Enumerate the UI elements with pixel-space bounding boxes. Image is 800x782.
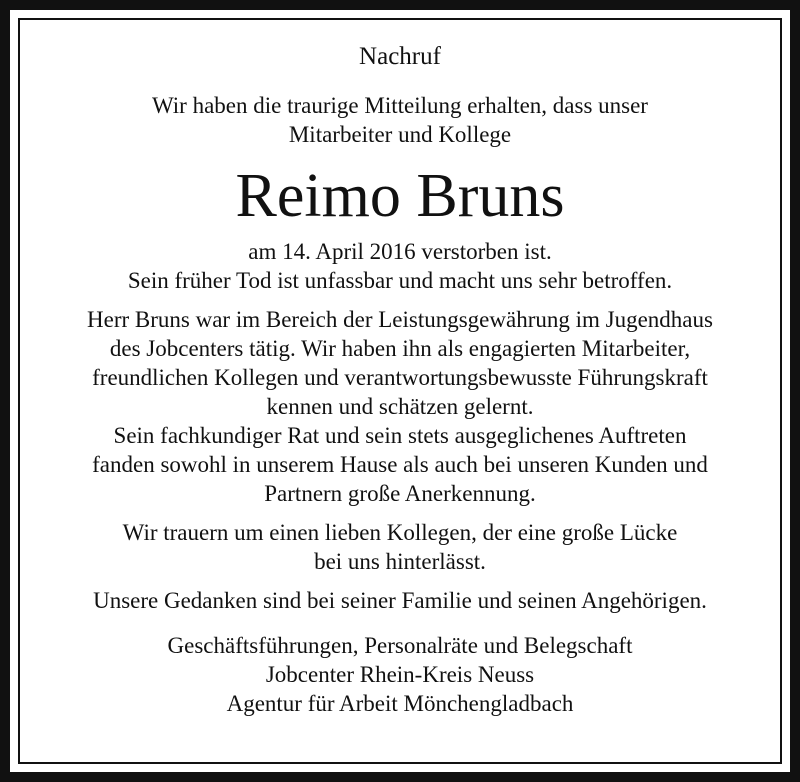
- paragraph-line: kennen und schätzen gelernt.: [266, 394, 534, 419]
- signature-line: Jobcenter Rhein-Kreis Neuss: [265, 662, 535, 687]
- signature-block: [20, 631, 780, 718]
- obituary-notice: [20, 20, 780, 718]
- deceased-name: Reimo Bruns: [235, 162, 565, 230]
- paragraph-line: Sein fachkundiger Rat und sein stets ausgeglichenes Auftreten: [113, 423, 687, 448]
- paragraph-condolence: [20, 586, 780, 615]
- paragraph-tribute: [20, 305, 780, 508]
- date-line: am 14. April 2016 verstorben ist.: [248, 239, 552, 264]
- paragraph-mourning: [20, 518, 780, 576]
- signature-line: Agentur für Arbeit Mönchengladbach: [226, 691, 574, 716]
- paragraph-line: des Jobcenters tätig. Wir haben ihn als engagierten Mitarbeiter,: [109, 336, 691, 361]
- date-line: Sein früher Tod ist unfassbar und macht uns sehr betroffen.: [127, 268, 673, 293]
- paragraph-line: bei uns hinterlässt.: [314, 549, 486, 574]
- paragraph-line: Unsere Gedanken sind bei seiner Familie und seinen Angehörigen.: [93, 588, 707, 613]
- intro-line: Wir haben die traurige Mitteilung erhalten, dass unser: [152, 93, 648, 118]
- intro-block: [20, 91, 780, 149]
- notice-title: Nachruf: [359, 43, 441, 70]
- paragraph-line: Herr Bruns war im Bereich der Leistungsgewährung im Jugendhaus: [87, 307, 713, 332]
- date-block: [20, 237, 780, 295]
- signature-line: Geschäftsführungen, Personalräte und Belegschaft: [167, 633, 633, 658]
- intro-line: Mitarbeiter und Kollege: [288, 122, 512, 147]
- paragraph-line: Wir trauern um einen lieben Kollegen, der eine große Lücke: [122, 520, 678, 545]
- paragraph-line: fanden sowohl in unserem Hause als auch bei unseren Kunden und: [92, 452, 708, 477]
- paragraph-line: freundlichen Kollegen und verantwortungsbewusste Führungskraft: [92, 365, 708, 390]
- paragraph-line: Partnern große Anerkennung.: [264, 481, 536, 506]
